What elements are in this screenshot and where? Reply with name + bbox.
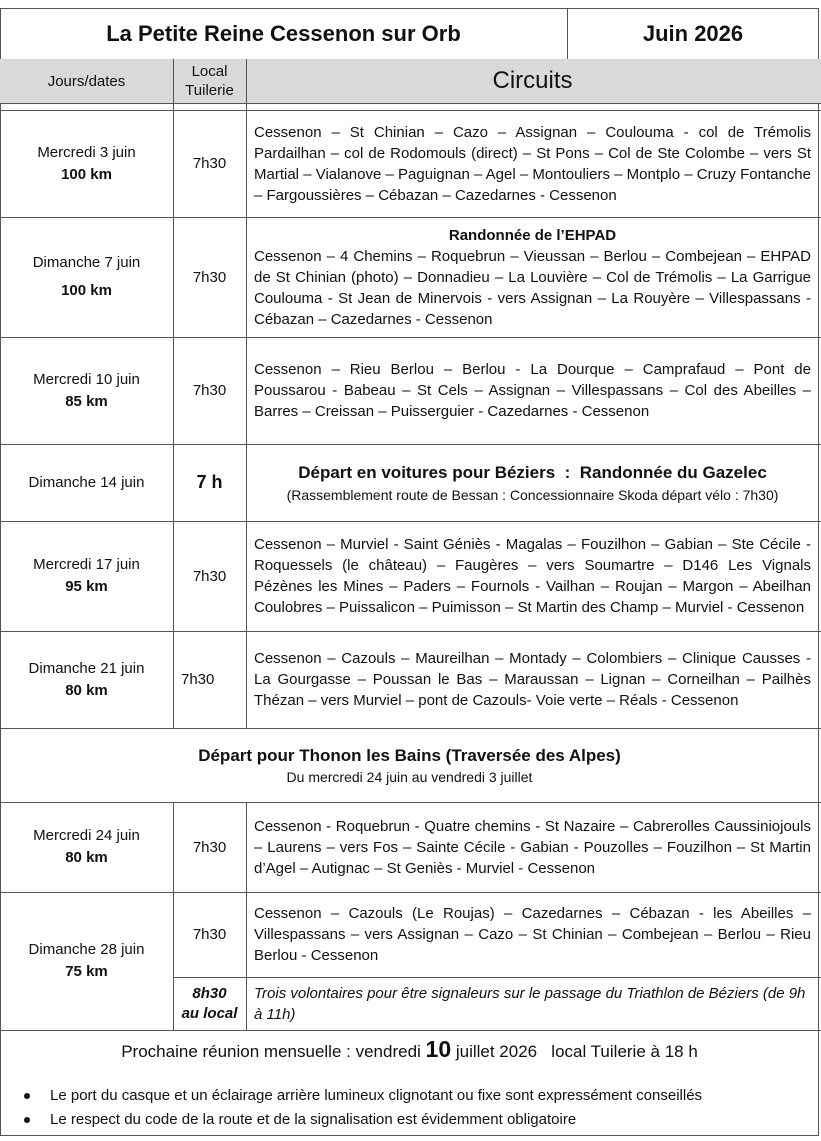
distance-label: 100 km — [61, 282, 112, 299]
meeting-day: 10 — [425, 1036, 452, 1062]
club-title: La Petite Reine Cessenon sur Orb — [106, 20, 461, 46]
month-title: Juin 2026 — [642, 20, 744, 46]
circuit-route — [246, 217, 819, 337]
distance-label: 80 km — [65, 681, 108, 699]
start-time: 7h30 — [192, 155, 227, 172]
day-label: Dimanche 14 juin — [28, 473, 145, 491]
day-label: Dimanche 28 juin — [28, 941, 145, 958]
start-time: 7h30 — [192, 268, 227, 286]
meeting-text-pre: Prochaine réunion mensuelle : vendredi — [121, 1042, 426, 1061]
special-trip-dates: Du mercredi 24 juin au vendredi 3 juillet — [286, 768, 533, 785]
circuit-route — [246, 110, 819, 217]
volunteer-time-line1: 8h30 — [192, 984, 227, 1002]
col-local-line1: Local — [191, 63, 228, 80]
row-day — [0, 217, 173, 337]
start-time: 7h30 — [192, 838, 227, 856]
rule-item — [24, 1084, 702, 1108]
circuit-route — [246, 802, 819, 892]
special-trip-title: Départ pour Thonon les Bains (Traversée des Alpes) — [198, 745, 621, 765]
bullet-icon — [24, 1093, 30, 1099]
col-circuits-header: Circuits — [492, 67, 573, 94]
row-day — [0, 337, 173, 444]
col-local-line2: Tuilerie — [185, 82, 234, 99]
start-time: 7h30 — [192, 382, 227, 399]
distance-label: 75 km — [65, 963, 108, 980]
circuit-subtitle: Randonnée de l’EHPAD — [448, 226, 617, 244]
volunteer-note-text: Trois volontaires pour être signaleurs sur le passage du Triathlon de Béziers (de 9h à 11h) — [254, 984, 806, 1023]
row-day — [0, 521, 173, 631]
circuit-text: Cessenon – Murviel - Saint Géniès - Magalas – Fouzilhon – Gabian – Ste Cécile - Roquessels (le château) – Faugères – vers Soumartre – D146 Les Vignals Pézènes les Mines – Paders – Fournols - Vailhan – Roujan – Margon – Abeilhan Coulobres – Puissalicon – Puimisson – St Martin des Champ – Murviel - Cessenon — [254, 536, 811, 616]
day-label: Mercredi 3 juin — [37, 143, 136, 161]
start-time: 7h30 — [192, 926, 227, 943]
row-day — [0, 444, 173, 521]
distance-label: 80 km — [65, 849, 108, 866]
col-local-header — [173, 59, 246, 103]
start-time: 7h30 — [181, 671, 215, 688]
rule-item — [24, 1108, 702, 1132]
circuit-route — [246, 521, 819, 631]
day-label: Dimanche 21 juin — [28, 659, 145, 677]
distance-label: 95 km — [65, 578, 108, 595]
distance-label: 85 km — [65, 392, 108, 410]
volunteer-time — [173, 977, 246, 1030]
day-label: Mercredi 24 juin — [33, 827, 140, 844]
day-label: Mercredi 10 juin — [33, 370, 140, 388]
rules-list — [24, 1084, 702, 1132]
row-day — [0, 110, 173, 217]
circuit-text: Cessenon - Roquebrun - Quatre chemins - St Nazaire – Cabrerolles Caussiniojouls – Laurens – vers Fos – Sainte Cécile - Gabian - Pouzolles – Fouzilhon – St Martin d’Agel – Autignac – St Geniès - Murviel - Cessenon — [254, 817, 811, 877]
circuit-text: Cessenon – Cazouls (Le Roujas) – Cazedarnes – Cébazan - les Abeilles – Villespassans – vers Assignan – Cazo – St Chinian – Combejean – Berlou – Rieu Berlou - Cessenon — [254, 905, 811, 964]
day-label: Dimanche 7 juin — [32, 254, 141, 271]
col-days-header: Jours/dates — [47, 72, 126, 90]
distance-label: 100 km — [61, 165, 112, 183]
bullet-icon — [24, 1117, 30, 1123]
circuit-text: Cessenon – Rieu Berlou – Berlou - La Dourque – Camprafaud – Pont de Poussarou - Babeau – St Cels – Assignan – Villespassans – Col des Abeilles – Barres – Creissan – Puisserguier - Cazedarnes - Cessenon — [254, 361, 811, 420]
rule-text: Le port du casque et un éclairage arrière lumineux clignotant ou fixe sont expressément conseillés — [50, 1087, 703, 1104]
event-block — [246, 444, 819, 521]
next-meeting — [0, 1036, 819, 1076]
circuit-route — [246, 631, 819, 728]
circuit-text: Cessenon – 4 Chemins – Roquebrun – Vieussan – Berlou – Combejean – EHPAD de St Chinian (photo) – Donnadieu – La Louvière – Col de Trémolis – La Garrigue Coulouma - St Jean de Minervois - vers Assignan – La Rouyère – Villespassans - Cébazan – Cazedarnes - Cessenon — [254, 247, 811, 328]
start-time: 7h30 — [192, 567, 227, 585]
circuit-route — [246, 892, 819, 977]
row-day — [0, 892, 173, 1030]
circuit-route — [246, 337, 819, 444]
row-day — [0, 802, 173, 892]
special-trip-banner — [0, 728, 819, 802]
circuit-text: Cessenon – St Chinian – Cazo – Assignan – Coulouma - col de Trémolis Pardailhan – col de Rodomouls (direct) – St Pons – Col de Ste Colombe – vers St Martial – Vialanove – Paguignan – Agel – Montouliers – Montplo – Cruzy Fontanche – Fargoussières – Cébazan – Cazedarnes - Cessenon — [254, 123, 811, 204]
volunteer-time-line2: au local — [181, 1004, 238, 1022]
start-time: 7 h — [196, 472, 223, 492]
event-headline: Départ en voitures pour Béziers : Randonnée du Gazelec — [298, 462, 767, 482]
meeting-text-post: juillet 2026 local Tuilerie à 18 h — [451, 1042, 698, 1061]
row-day — [0, 631, 173, 728]
rule-text: Le respect du code de la route et de la signalisation est évidemment obligatoire — [50, 1111, 577, 1128]
event-note: (Rassemblement route de Bessan : Concessionnaire Skoda départ vélo : 7h30) — [286, 486, 779, 503]
circuit-text: Cessenon – Cazouls – Maureilhan – Montady – Colombiers – Clinique Causses - La Gourgasse – Poussan le Bas – Maraussan – Lignan – Corneilhan – Pailhès Thézan – vers Murviel – pont de Cazouls- Voie verte – Réals - Cessenon — [254, 650, 811, 709]
volunteer-note — [246, 977, 819, 1030]
day-label: Mercredi 17 juin — [33, 556, 140, 573]
